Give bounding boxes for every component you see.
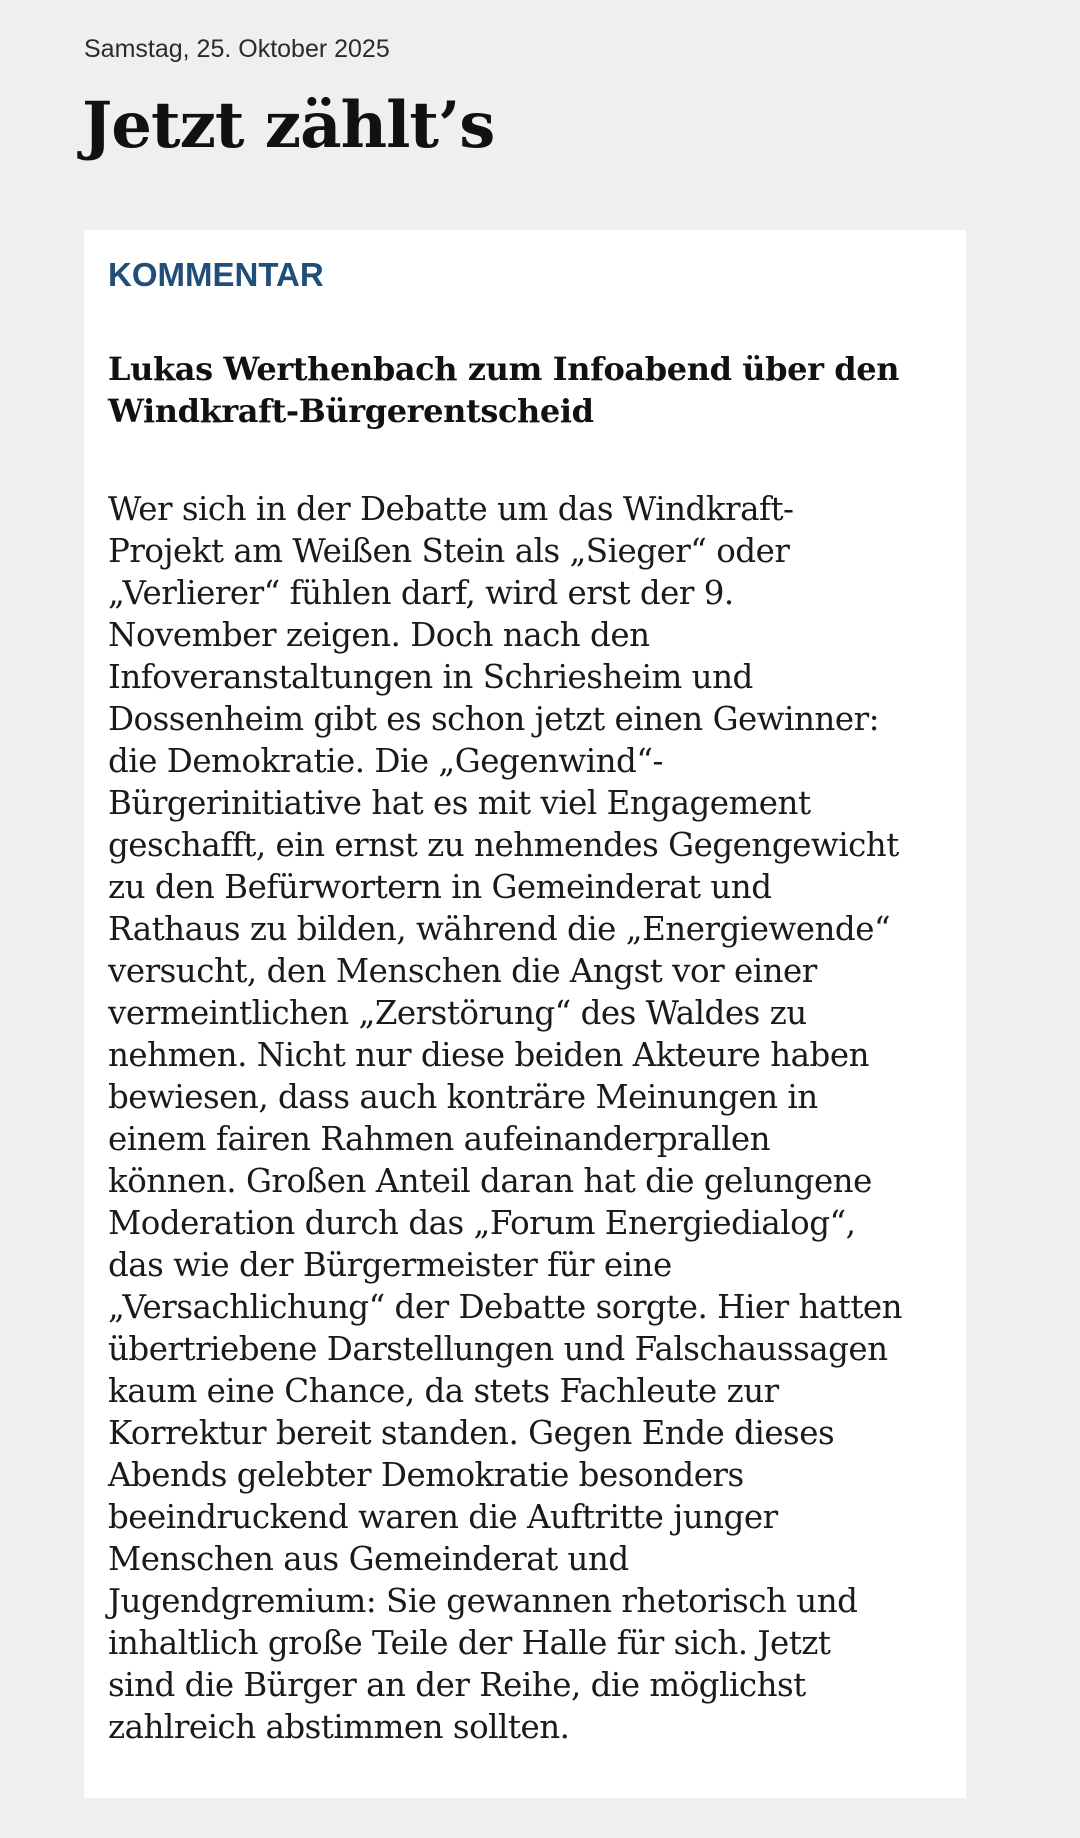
body-line: vermeintlichen „Zerstörung“ des Waldes zu bbox=[108, 994, 807, 1032]
commentary-subheadline bbox=[108, 348, 948, 432]
body-line: Jugendgremium: Sie gewannen rhetorisch und bbox=[108, 1582, 858, 1620]
body-line: beeindruckend waren die Auftritte junger bbox=[108, 1498, 778, 1536]
commentary-card bbox=[84, 230, 966, 1798]
commentary-body bbox=[108, 488, 948, 1748]
body-line: Moderation durch das „Forum Energiedialog“, bbox=[108, 1204, 856, 1242]
body-line: Wer sich in der Debatte um das Windkraft- bbox=[108, 490, 794, 528]
body-line: die Demokratie. Die „Gegenwind“- bbox=[108, 742, 663, 780]
body-line: Bürgerinitiative hat es mit viel Engagement bbox=[108, 784, 811, 822]
body-line: inhaltlich große Teile der Halle für sich. Jetzt bbox=[108, 1624, 831, 1662]
body-line: bewiesen, dass auch konträre Meinungen in bbox=[108, 1078, 818, 1116]
body-line: sind die Bürger an der Reihe, die möglichst bbox=[108, 1666, 806, 1704]
body-line: Rathaus zu bilden, während die „Energiewende“ bbox=[108, 910, 891, 948]
body-line: einem fairen Rahmen aufeinanderprallen bbox=[108, 1120, 771, 1158]
body-line: geschafft, ein ernst zu nehmendes Gegengewicht bbox=[108, 826, 899, 864]
body-line: übertriebene Darstellungen und Falschaussagen bbox=[108, 1330, 888, 1368]
body-line: Abends gelebter Demokratie besonders bbox=[108, 1456, 744, 1494]
body-line: nehmen. Nicht nur diese beiden Akteure haben bbox=[108, 1036, 869, 1074]
body-line: „Versachlichung“ der Debatte sorgte. Hier hatten bbox=[108, 1288, 903, 1326]
body-line: zahlreich abstimmen sollten. bbox=[108, 1708, 570, 1746]
body-line: das wie der Bürgermeister für eine bbox=[108, 1246, 672, 1284]
section-kicker: KOMMENTAR bbox=[108, 256, 324, 293]
article-date: Samstag, 25. Oktober 2025 bbox=[84, 35, 390, 63]
body-line: Dossenheim gibt es schon jetzt einen Gewinner: bbox=[108, 700, 880, 738]
body-line: versucht, den Menschen die Angst vor einer bbox=[108, 952, 817, 990]
subheadline-line: Windkraft-Bürgerentscheid bbox=[108, 392, 594, 430]
body-line: November zeigen. Doch nach den bbox=[108, 616, 650, 654]
subheadline-line: Lukas Werthenbach zum Infoabend über den bbox=[108, 350, 900, 388]
body-line: kaum eine Chance, da stets Fachleute zur bbox=[108, 1372, 779, 1410]
body-line: Menschen aus Gemeinderat und bbox=[108, 1540, 629, 1578]
article-headline: Jetzt zählt’s bbox=[82, 88, 495, 163]
body-line: Korrektur bereit standen. Gegen Ende dieses bbox=[108, 1414, 835, 1452]
body-line: zu den Befürwortern in Gemeinderat und bbox=[108, 868, 772, 906]
body-line: Projekt am Weißen Stein als „Sieger“ oder bbox=[108, 532, 790, 570]
body-line: können. Großen Anteil daran hat die gelungene bbox=[108, 1162, 872, 1200]
body-line: Infoveranstaltungen in Schriesheim und bbox=[108, 658, 753, 696]
body-line: „Verlierer“ fühlen darf, wird erst der 9. bbox=[108, 574, 734, 612]
